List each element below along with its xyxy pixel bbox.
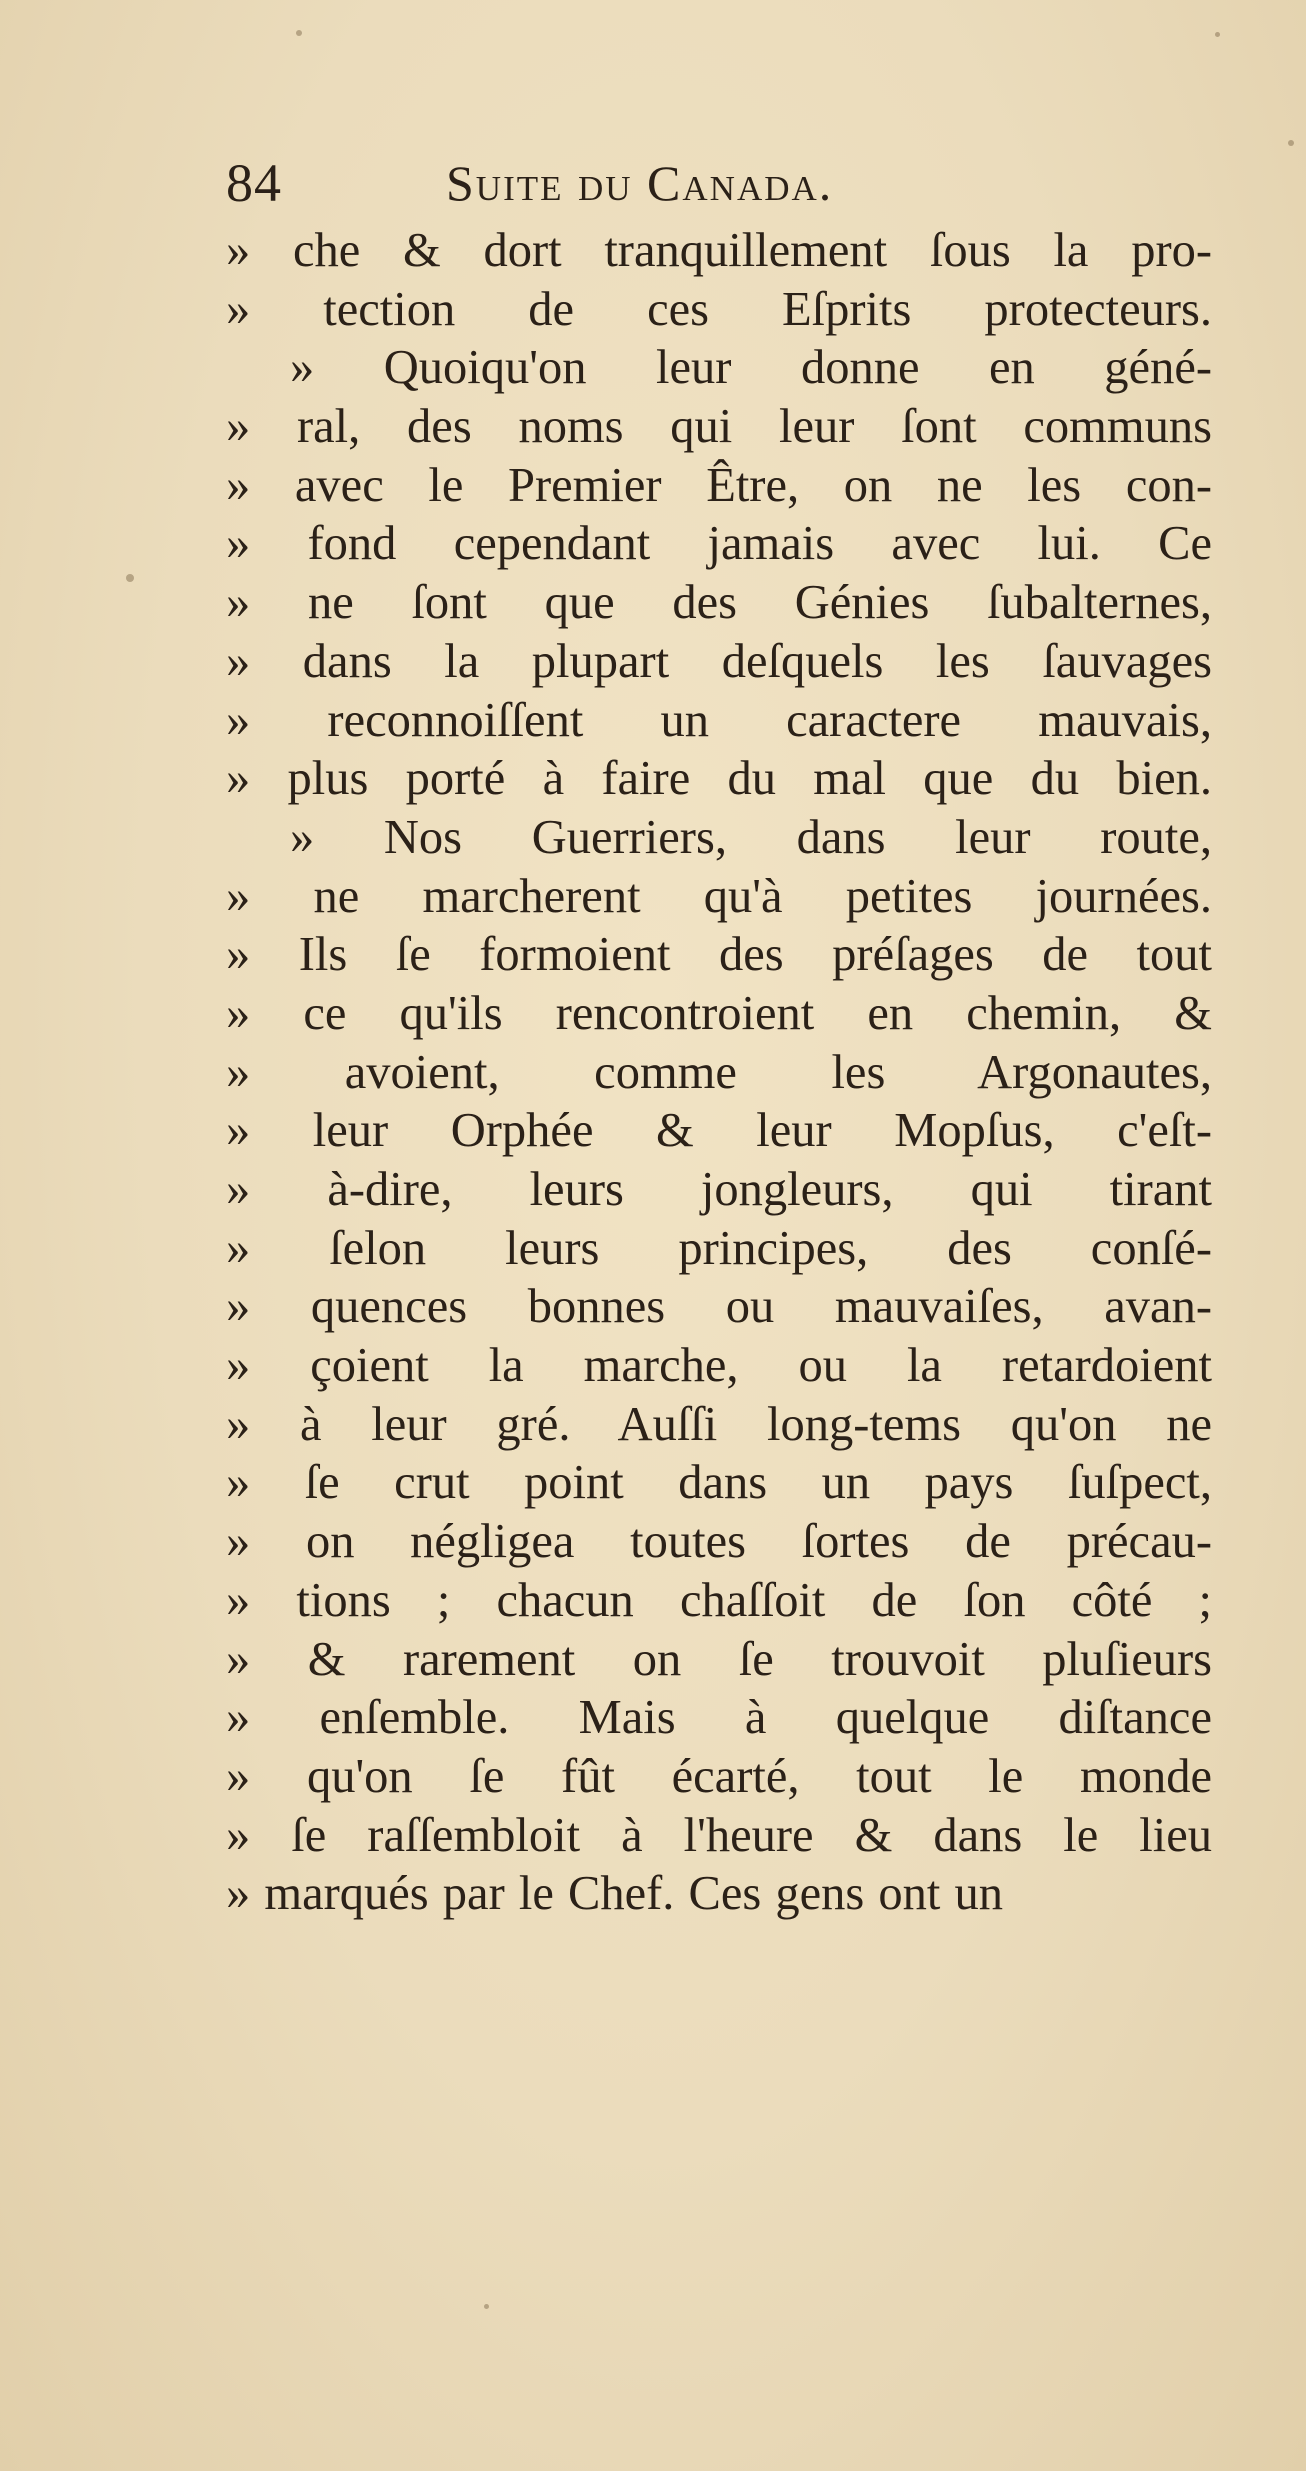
- text-line: » leur Orphée & leur Mopſus, c'eſt-: [226, 1104, 1212, 1158]
- paper-speck: [126, 574, 134, 582]
- page-header: [226, 152, 1026, 220]
- text-line: » avec le Premier Être, on ne les con-: [226, 458, 1212, 512]
- text-line: » ce qu'ils rencontroient en chemin, &: [226, 986, 1212, 1040]
- text-line: » on négligea toutes ſortes de précau-: [226, 1515, 1212, 1569]
- text-line: » ſelon leurs principes, des conſé-: [226, 1221, 1212, 1275]
- text-line: » avoient, comme les Argonautes,: [226, 1045, 1212, 1099]
- text-line: » plus porté à faire du mal que du bien.: [226, 752, 1212, 806]
- text-line: » quences bonnes ou mauvaiſes, avan-: [226, 1280, 1212, 1334]
- text-line: » ne ſont que des Génies ſubalternes,: [226, 576, 1212, 630]
- text-line: » à-dire, leurs jongleurs, qui tirant: [226, 1163, 1212, 1216]
- paper-speck: [296, 30, 302, 36]
- text-line: » marqués par le Chef. Ces gens ont un: [226, 1867, 1004, 1921]
- page-number: 84: [226, 153, 282, 213]
- text-line: » ral, des noms qui leur ſont communs: [226, 400, 1212, 454]
- text-line: » Nos Guerriers, dans leur route,: [290, 810, 1212, 864]
- paper-speck: [484, 2304, 489, 2309]
- text-line: » ſe crut point dans un pays ſuſpect,: [226, 1456, 1212, 1510]
- text-line: » che & dort tranquillement ſous la pro-: [226, 224, 1212, 277]
- text-line: » à leur gré. Auſſi long-tems qu'on ne: [226, 1397, 1212, 1451]
- text-line: » Ils ſe formoient des préſages de tout: [226, 928, 1212, 982]
- text-line: » enſemble. Mais à quelque diſtance: [226, 1691, 1212, 1745]
- text-line: » reconnoiſſent un caractere mauvais,: [226, 693, 1212, 747]
- running-head: Suite du Canada.: [446, 155, 834, 211]
- text-line: » dans la plupart deſquels les ſauvages: [226, 634, 1212, 688]
- text-line: » & rarement on ſe trouvoit pluſieurs: [226, 1632, 1212, 1686]
- text-line: » ne marcherent qu'à petites journées.: [226, 869, 1212, 923]
- text-line: » ſe raſſembloit à l'heure & dans le lieu: [226, 1808, 1212, 1862]
- paper-speck: [1215, 32, 1220, 37]
- body-text: [226, 222, 1212, 1924]
- text-line: » qu'on ſe fût écarté, tout le monde: [226, 1749, 1212, 1803]
- text-line: » tions ; chacun chaſſoit de ſon côté ;: [226, 1573, 1212, 1627]
- text-line: » fond cependant jamais avec lui. Ce: [226, 517, 1212, 571]
- paper-speck: [1288, 140, 1294, 146]
- text-line: » Quoiqu'on leur donne en géné-: [290, 341, 1212, 395]
- text-line: » çoient la marche, ou la retardoient: [226, 1339, 1212, 1393]
- text-line: » tection de ces Eſprits protecteurs.: [226, 282, 1212, 336]
